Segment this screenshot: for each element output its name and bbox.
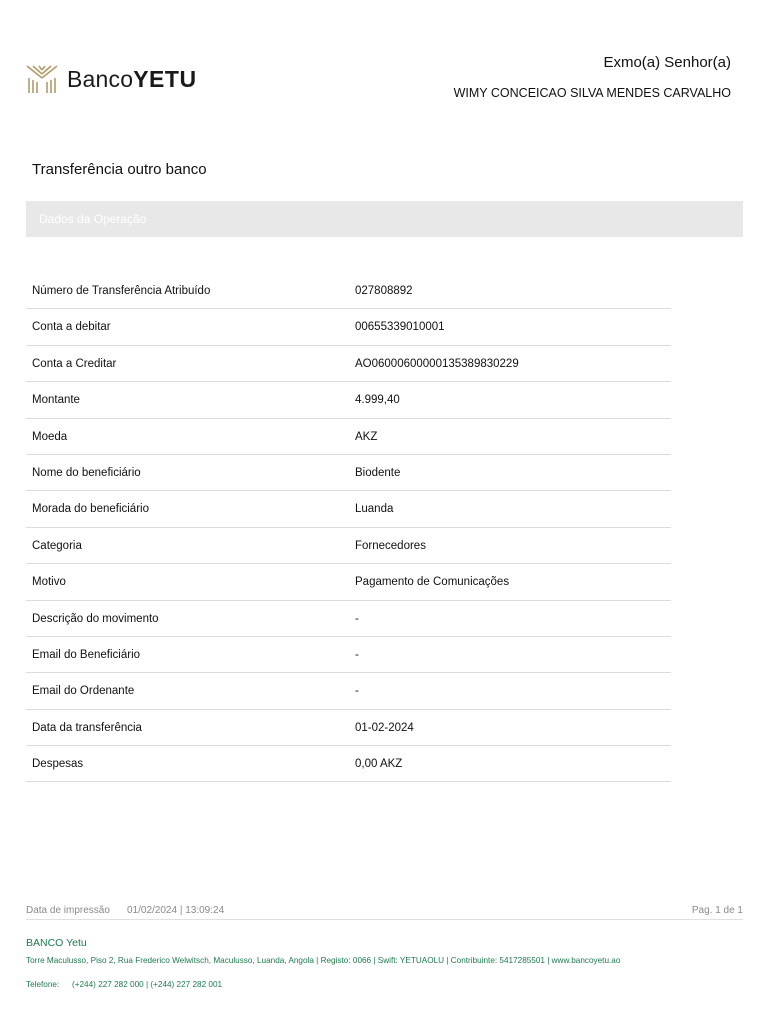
row-label: Descrição do movimento (32, 612, 159, 625)
row-label: Conta a Creditar (32, 357, 117, 370)
print-date-label: Data de impressão (26, 905, 110, 916)
bank-logo-text (67, 65, 197, 92)
footer-bank-name: BANCO Yetu (26, 937, 87, 949)
logo-text-light: Banco (67, 65, 134, 92)
table-row (26, 491, 671, 527)
row-value: - (355, 612, 359, 625)
row-value: Biodente (355, 466, 401, 479)
phone-label: Telefone: (26, 980, 60, 989)
footer-bank-address: Torre Maculusso, Piso 2, Rua Frederico Welwitsch, Maculusso, Luanda, Angola | Registo: 0066 | Swift: YETUAOLU | Contribuinte: 5417285501 | www.bancoyetu.ao (26, 956, 621, 965)
table-row (26, 746, 671, 782)
row-label: Montante (32, 394, 80, 407)
table-row (26, 637, 671, 673)
row-value: 4.999,40 (355, 394, 400, 407)
row-label: Morada do beneficiário (32, 503, 149, 516)
operation-data-table (26, 273, 671, 782)
row-label: Conta a debitar (32, 321, 111, 334)
row-value: Luanda (355, 503, 394, 516)
row-value: AKZ (355, 430, 378, 443)
row-label: Email do Beneficiário (32, 648, 141, 661)
row-label: Número de Transferência Atribuído (32, 285, 211, 297)
greeting: Exmo(a) Senhor(a) (603, 54, 731, 71)
table-row (26, 273, 671, 309)
row-value: 00655339010001 (355, 321, 445, 334)
table-row (26, 455, 671, 491)
row-value: Fornecedores (355, 539, 426, 552)
table-row (26, 601, 671, 637)
row-value: - (355, 685, 359, 698)
row-value: 0,00 AKZ (355, 758, 403, 771)
client-name: WIMY CONCEICAO SILVA MENDES CARVALHO (453, 86, 731, 100)
footer-bank-phone (26, 980, 222, 989)
table-row (26, 346, 671, 382)
table-row (26, 673, 671, 709)
bank-yetu-logo-icon (25, 64, 59, 94)
section-header-operation-data: Dados da Operação (26, 201, 743, 237)
print-date-value: 01/02/2024 | 13:09:24 (127, 905, 225, 916)
row-value: - (355, 648, 359, 661)
row-label: Email do Ordenante (32, 685, 135, 698)
row-label: Categoria (32, 539, 82, 552)
print-info (26, 905, 743, 916)
row-value: 027808892 (355, 285, 413, 297)
row-value: AO06000600000135389830229 (355, 357, 519, 370)
page-number: Pag. 1 de 1 (691, 905, 743, 916)
logo-text-bold: YETU (133, 65, 197, 92)
row-label: Moeda (32, 430, 68, 443)
document-title: Transferência outro banco (32, 161, 207, 178)
table-row (26, 419, 671, 455)
table-row (26, 710, 671, 746)
table-row (26, 382, 671, 418)
bank-logo (25, 64, 197, 94)
footer-divider (26, 919, 743, 920)
row-value: 01-02-2024 (355, 721, 414, 734)
table-row (26, 309, 671, 345)
row-value: Pagamento de Comunicações (355, 576, 510, 589)
row-label: Despesas (32, 758, 84, 771)
table-row (26, 564, 671, 600)
table-row (26, 528, 671, 564)
row-label: Motivo (32, 576, 66, 589)
phone-value: (+244) 227 282 000 | (+244) 227 282 001 (72, 980, 223, 989)
row-label: Data da transferência (32, 721, 142, 734)
row-label: Nome do beneficiário (32, 466, 141, 479)
